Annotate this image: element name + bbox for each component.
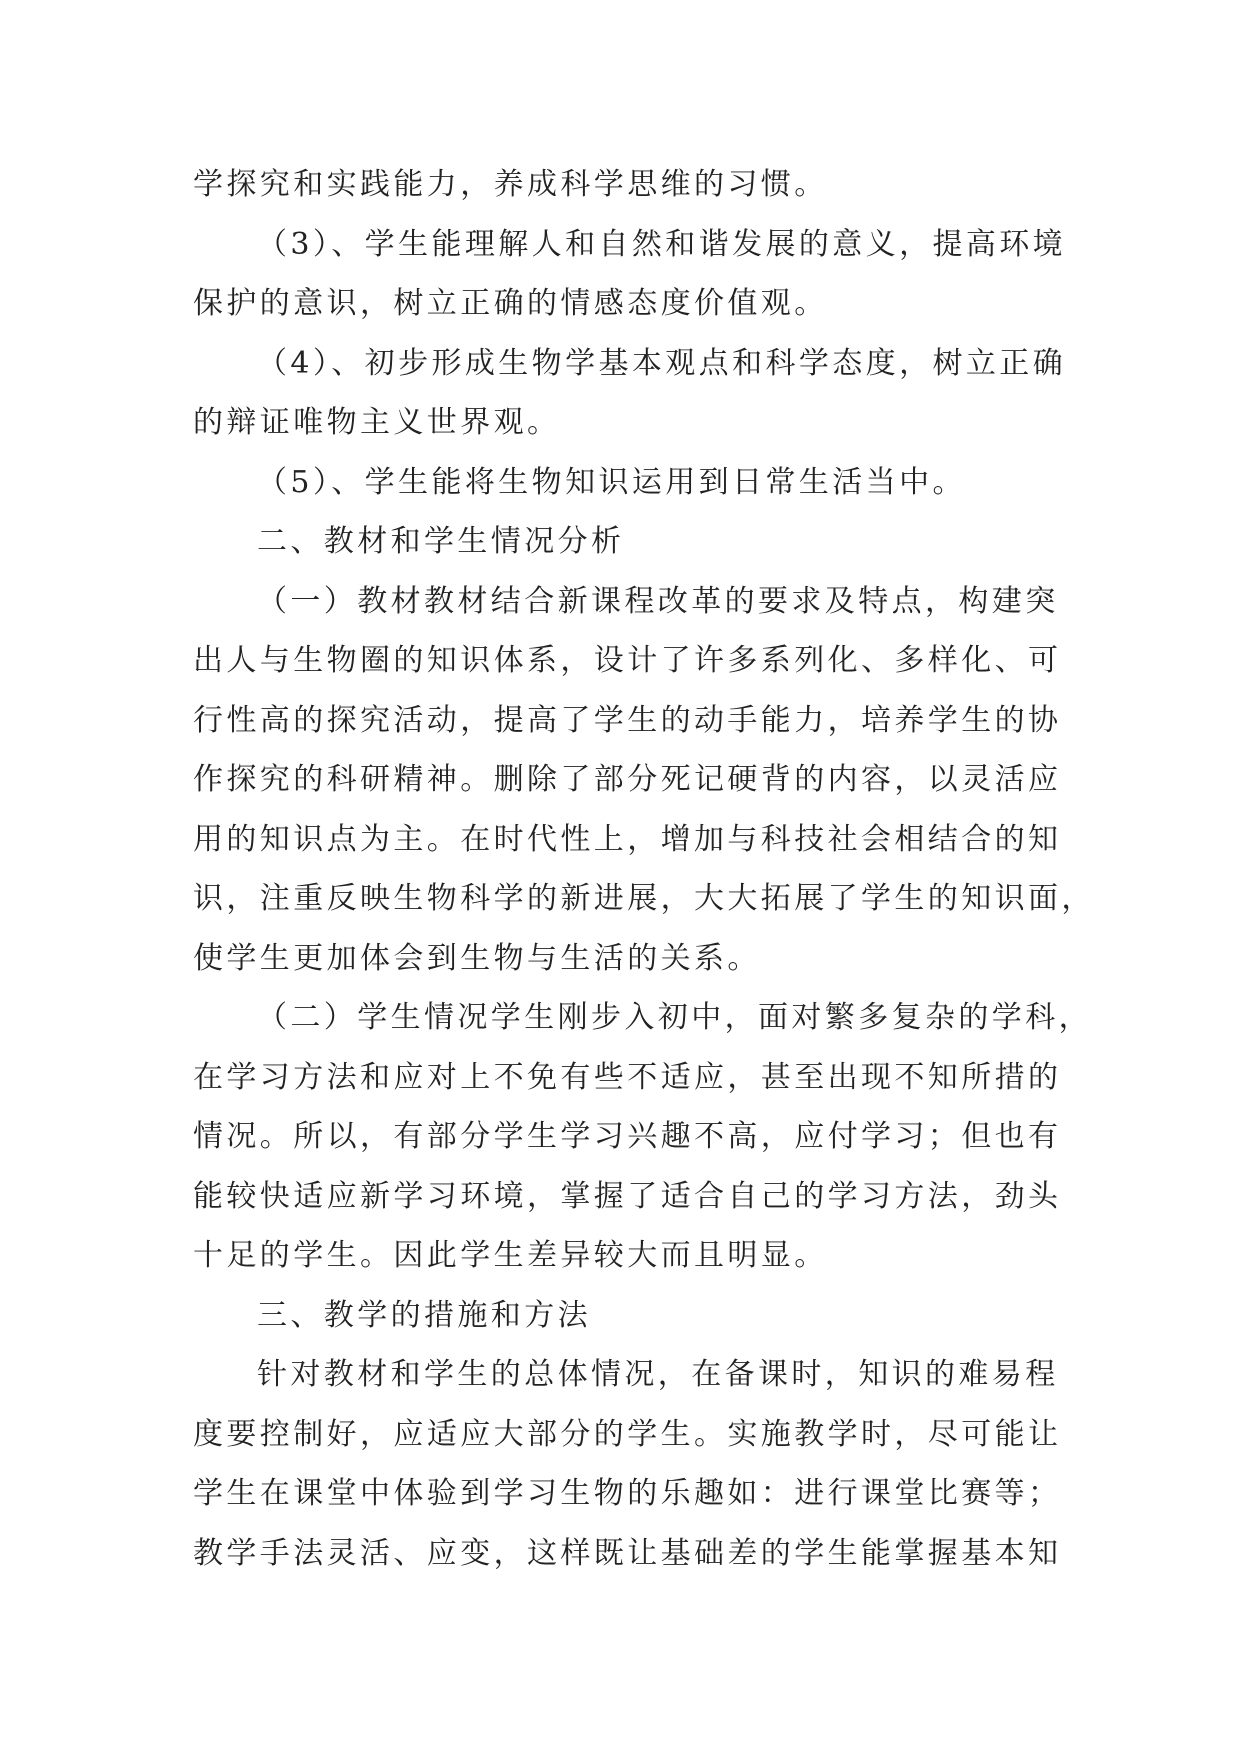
text-line: 学生在课堂中体验到学习生物的乐趣如：进行课堂比赛等；: [193, 1476, 1062, 1511]
text-line: 在学习方法和应对上不免有些不适应，甚至出现不知所措的: [193, 1059, 1062, 1095]
text-line: 出人与生物圈的知识体系，设计了许多系列化、多样化、可: [193, 643, 1062, 678]
text-line: 情况。所以，有部分学生学习兴趣不高，应付学习；但也有: [193, 1119, 1062, 1154]
text-line: 保护的意识，树立正确的情感态度价值观。: [193, 286, 828, 321]
text-line: 作探究的科研精神。删除了部分死记硬背的内容，以灵活应: [193, 762, 1062, 797]
text-line: 学探究和实践能力，养成科学思维的习惯。: [193, 167, 828, 202]
text-line: （一）教材教材结合新课程改革的要求及特点，构建突: [257, 583, 1059, 619]
text-line: （二）学生情况学生刚步入初中，面对繁多复杂的学科，: [257, 1000, 1092, 1035]
text-line: （3）、学生能理解人和自然和谐发展的意义，提高环境: [257, 226, 1067, 262]
text-line: 的辩证唯物主义世界观。: [193, 405, 561, 440]
document-body: [193, 155, 1095, 1583]
text-line: 针对教材和学生的总体情况，在备课时，知识的难易程: [257, 1357, 1059, 1392]
text-line: 行性高的探究活动，提高了学生的动手能力，培养学生的协: [193, 702, 1062, 738]
text-line: 十足的学生。因此学生差异较大而且明显。: [193, 1238, 828, 1273]
text-line: （5）、学生能将生物知识运用到日常生活当中。: [257, 464, 966, 500]
text-line: 二、教材和学生情况分析: [257, 524, 625, 559]
text-line: 教学手法灵活、应变，这样既让基础差的学生能掌握基本知: [193, 1535, 1062, 1571]
text-line: 度要控制好，应适应大部分的学生。实施教学时，尽可能让: [193, 1416, 1062, 1452]
text-line: 能较快适应新学习环境，掌握了适合自己的学习方法，劲头: [193, 1178, 1062, 1214]
text-line: （4）、初步形成生物学基本观点和科学态度，树立正确: [257, 345, 1067, 381]
text-line: 用的知识点为主。在时代性上，增加与科技社会相结合的知: [193, 821, 1062, 857]
text-line: 使学生更加体会到生物与生活的关系。: [193, 940, 761, 976]
text-line: 识，注重反映生物科学的新进展，大大拓展了学生的知识面，: [193, 881, 1095, 916]
text-line: 三、教学的措施和方法: [257, 1297, 591, 1333]
